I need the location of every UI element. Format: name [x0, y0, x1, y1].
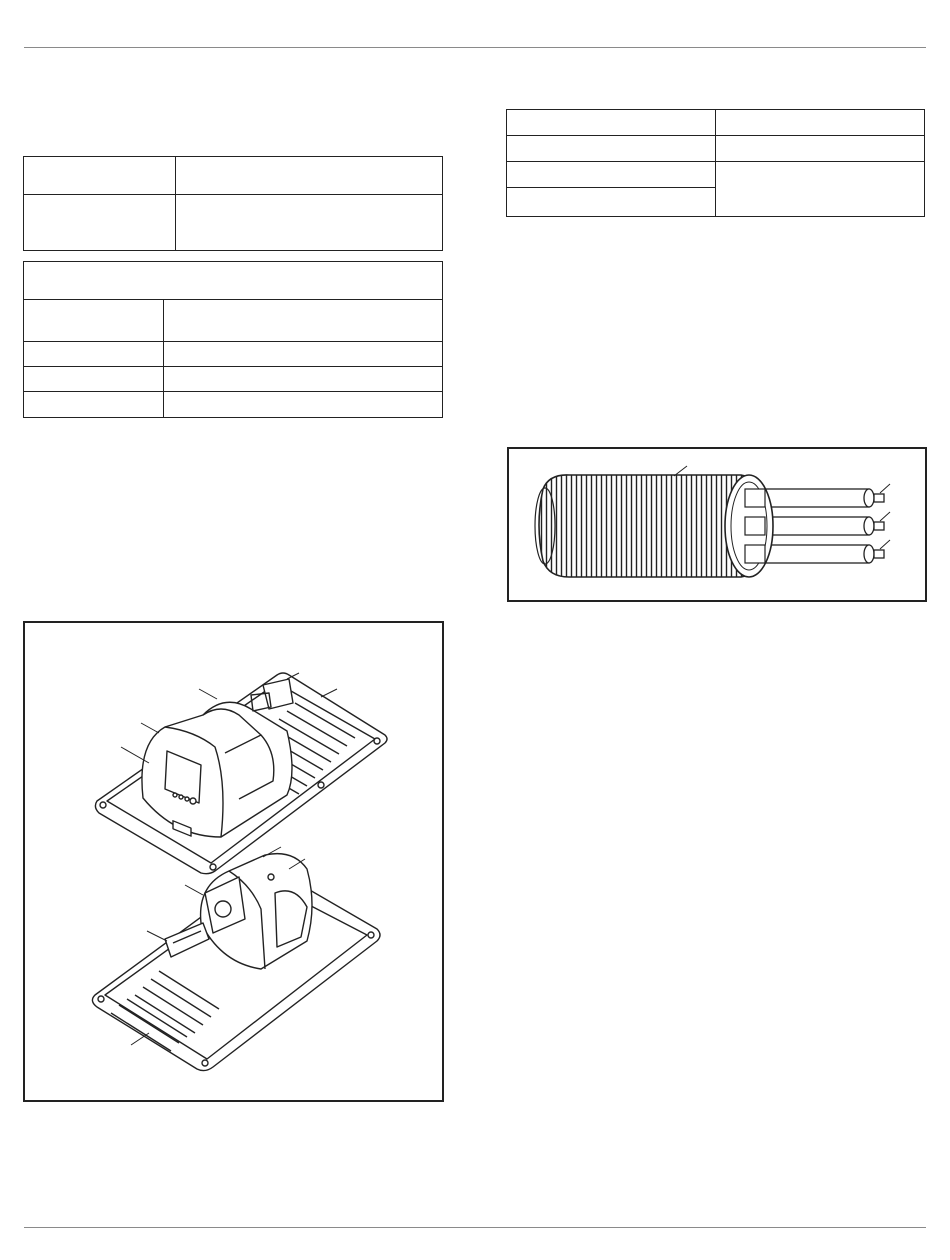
- table-cell: [176, 195, 443, 251]
- tube-figure: [507, 447, 927, 602]
- footer-rule: [24, 1227, 926, 1228]
- spec-table-c: [506, 109, 925, 217]
- table-cell: [507, 188, 716, 217]
- table-row: [24, 342, 443, 367]
- table-cell: [24, 392, 164, 418]
- header-rule: [24, 47, 926, 48]
- table-header-cell: [24, 262, 443, 300]
- table-cell: [716, 162, 925, 217]
- table-header-row: [24, 262, 443, 300]
- table-row: [24, 392, 443, 418]
- unit-figure: [23, 621, 444, 1102]
- table-cell: [24, 300, 164, 342]
- table-row: [507, 136, 925, 162]
- table-cell: [716, 110, 925, 136]
- table-cell: [716, 136, 925, 162]
- outdoor-unit-icon: [25, 623, 442, 1100]
- table-cell: [24, 367, 164, 392]
- table-row: [24, 157, 443, 195]
- table-row: [24, 195, 443, 251]
- table-cell: [507, 110, 716, 136]
- table-cell: [164, 392, 443, 418]
- table-cell: [164, 300, 443, 342]
- table-cell: [164, 367, 443, 392]
- table-cell: [176, 157, 443, 195]
- table-cell: [24, 342, 164, 367]
- table-row: [507, 162, 925, 188]
- corrugated-pipe-icon: [509, 449, 925, 600]
- table-cell: [507, 162, 716, 188]
- table-row: [24, 300, 443, 342]
- table-cell: [164, 342, 443, 367]
- table-cell: [507, 136, 716, 162]
- table-cell: [24, 195, 176, 251]
- table-row: [507, 110, 925, 136]
- table-row: [24, 367, 443, 392]
- table-cell: [24, 157, 176, 195]
- spec-table-a: [23, 156, 443, 251]
- spec-table-b: [23, 261, 443, 418]
